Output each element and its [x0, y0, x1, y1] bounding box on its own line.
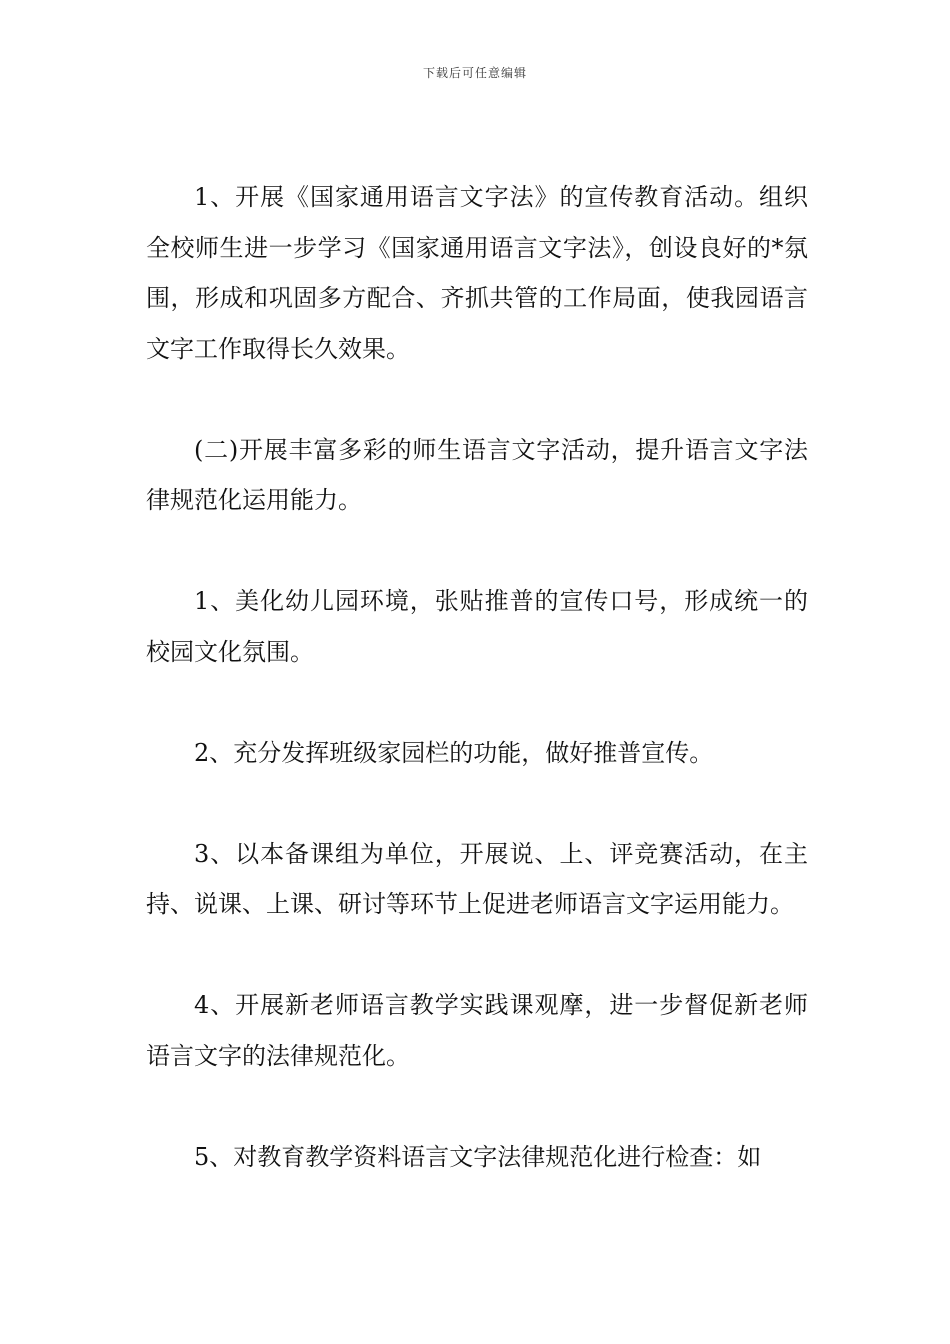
paragraph-4: 2、充分发挥班级家园栏的功能，做好推普宣传。 — [194, 738, 714, 767]
paragraph-1: 1、开展《国家通用语言文字法》的宣传教育活动。组织全校师生进一步学习《国家通用语言文字法》，创设良好的*氛围，形成和巩固多方配合、齐抓共管的工作局面，使我园语言文字工作取得长久效果。 — [146, 183, 808, 363]
paragraph-2: (二)开展丰富多彩的师生语言文字活动，提升语言文字法律规范化运用能力。 — [146, 435, 808, 514]
document-body — [146, 172, 808, 1233]
page-header: 下载后可任意编辑 — [422, 66, 527, 80]
paragraph-3: 1、美化幼儿园环境，张贴推普的宣传口号，形成统一的校园文化氛围。 — [146, 587, 808, 666]
paragraph-6: 4、开展新老师语言教学实践课观摩，进一步督促新老师语言文字的法律规范化。 — [146, 991, 808, 1070]
paragraph-5: 3、以本备课组为单位，开展说、上、评竞赛活动，在主持、说课、上课、研讨等环节上促进老师语言文字运用能力。 — [146, 839, 808, 918]
paragraph-7: 5、对教育教学资料语言文字法律规范化进行检查：如 — [194, 1142, 762, 1171]
